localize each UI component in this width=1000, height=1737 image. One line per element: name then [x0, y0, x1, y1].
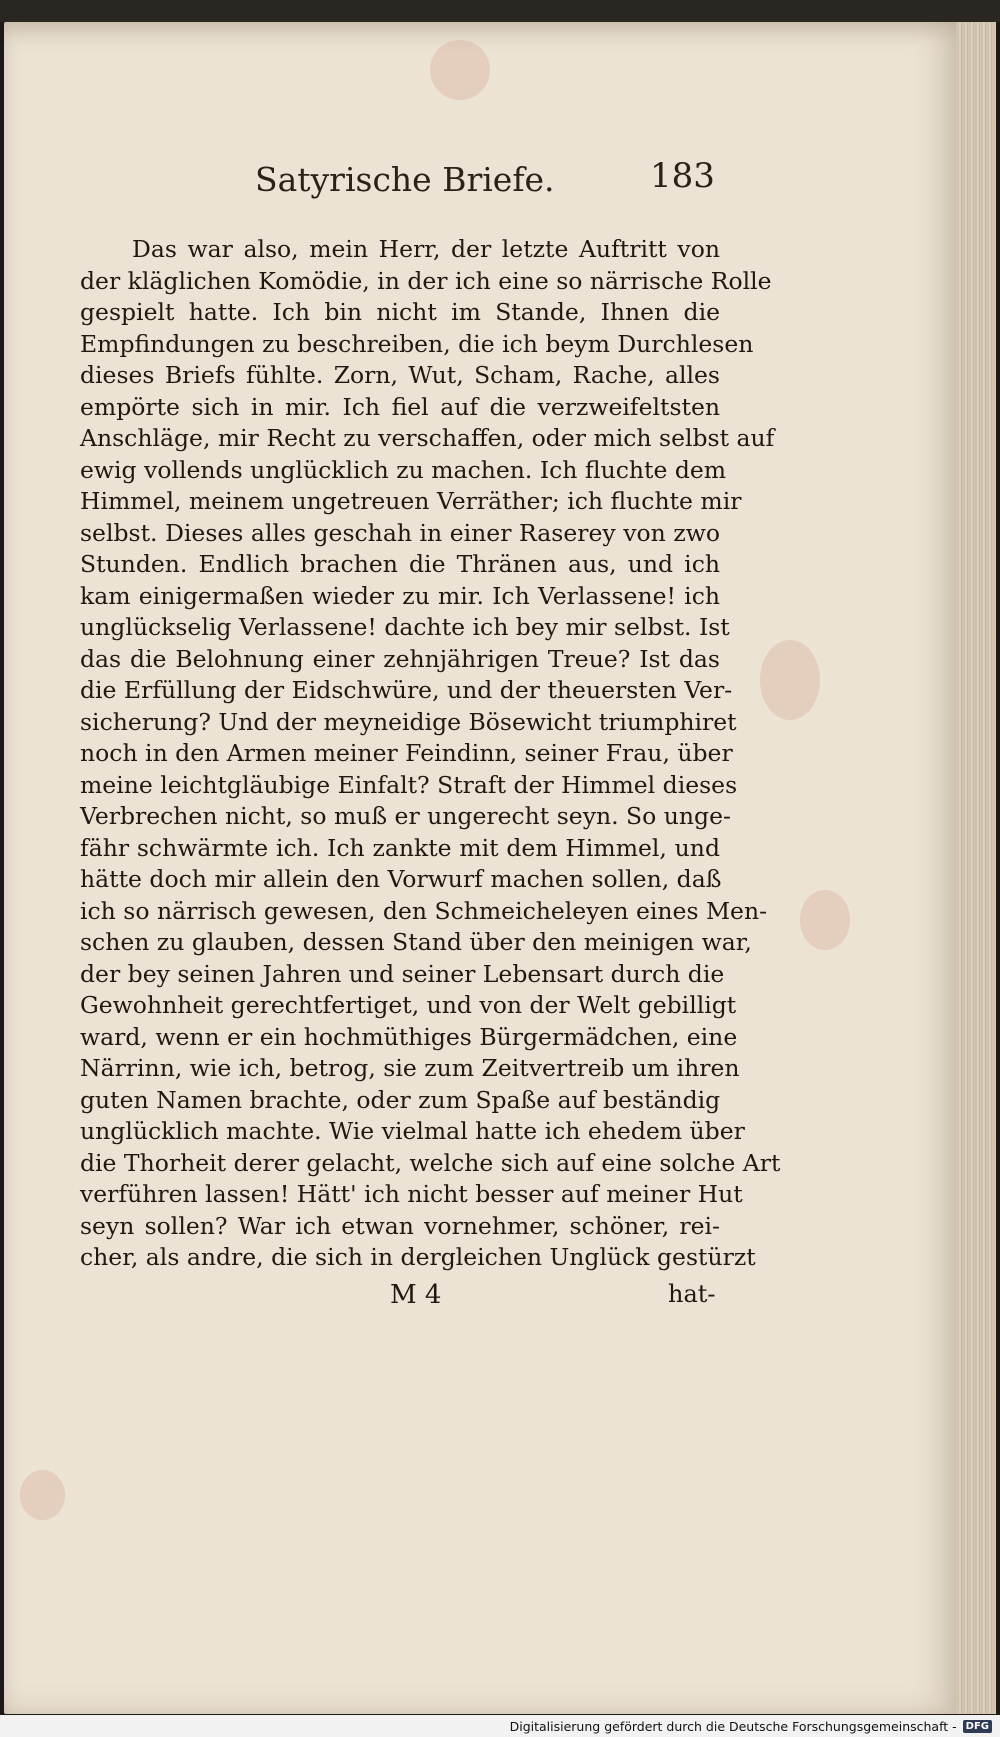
text-line: die Erfüllung der Eidschwüre, und der theuersten Ver- [80, 676, 733, 704]
footer-credit: Digitalisierung gefördert durch die Deutsche Forschungsgemeinschaft - [509, 1718, 957, 1734]
text-line: die Thorheit derer gelacht, welche sich auf eine solche Art [80, 1148, 781, 1177]
text-line: Stunden. Endlich brachen die Thränen aus, und ich [80, 550, 720, 578]
digitization-footer [0, 1715, 1000, 1737]
text-line: ich so närrisch gewesen, den Schmeicheleyen eines Men- [80, 896, 768, 925]
text-line: meine leichtgläubige Einfalt? Straft der Himmel dieses [80, 770, 738, 799]
text-line: schen zu glauben, dessen Stand über den meinigen war, [80, 928, 752, 956]
text-line: unglückselig Verlassene! dachte ich bey mir selbst. Ist [80, 613, 730, 641]
text-line: unglücklich machte. Wie vielmal hatte ich ehedem über [80, 1117, 745, 1145]
text-line: hätte doch mir allein den Vorwurf machen sollen, daß [80, 865, 722, 893]
text-line: Verbrechen nicht, so muß er ungerecht seyn. So unge- [80, 802, 731, 830]
text-line: sicherung? Und der meyneidige Bösewicht triumphiret [80, 707, 737, 736]
signature-mark: M 4 [390, 1280, 442, 1310]
text-line: ewig vollends unglücklich zu machen. Ich fluchte dem [80, 455, 727, 484]
text-line: seyn sollen? War ich etwan vornehmer, schöner, rei- [80, 1211, 720, 1240]
text-line: verführen lassen! Hätt' ich nicht besser auf meiner Hut [80, 1180, 743, 1208]
text-line: ward, wenn er ein hochmüthiges Bürgermädchen, eine [80, 1022, 738, 1051]
text-line: Himmel, meinem ungetreuen Verräther; ich fluchte mir [80, 487, 742, 515]
text-line: Närrinn, wie ich, betrog, sie zum Zeitvertreib um ihren [80, 1054, 740, 1082]
text-line: kam einigermaßen wieder zu mir. Ich Verlassene! ich [80, 581, 720, 610]
text-line: der kläglichen Komödie, in der ich eine so närrische Rolle [80, 266, 772, 295]
text-line: gespielt hatte. Ich bin nicht im Stande, Ihnen die [80, 298, 720, 326]
scan-top-border [0, 0, 1000, 22]
text-line: fähr schwärmte ich. Ich zankte mit dem Himmel, und [80, 833, 720, 862]
text-line: selbst. Dieses alles geschah in einer Raserey von zwo [80, 518, 720, 547]
dfg-logo-icon: DFG [963, 1720, 992, 1733]
running-title: Satyrische Briefe. [255, 160, 555, 199]
foxing-stain [20, 1470, 65, 1520]
text-line: der bey seinen Jahren und seiner Lebensart durch die [80, 959, 725, 988]
text-line: cher, als andre, die sich in dergleichen Unglück gestürzt [80, 1243, 756, 1271]
foxing-stain [430, 40, 490, 100]
page-edges [956, 22, 996, 1714]
text-line: Anschläge, mir Recht zu verschaffen, oder mich selbst auf [80, 424, 775, 452]
text-line: das die Belohnung einer zehnjährigen Treue? Ist das [80, 644, 720, 673]
text-line: Das war also, mein Herr, der letzte Auftritt von [132, 235, 720, 263]
foxing-stain [760, 640, 820, 720]
body-text [80, 234, 781, 1274]
text-line: guten Namen brachte, oder zum Spaße auf beständig [80, 1085, 721, 1114]
text-line: noch in den Armen meiner Feindinn, seiner Frau, über [80, 739, 733, 767]
text-line: dieses Briefs fühlte. Zorn, Wut, Scham, Rache, alles [80, 361, 720, 389]
text-line: empörte sich in mir. Ich fiel auf die verzweifeltsten [80, 392, 720, 421]
text-line: Empfindungen zu beschreiben, die ich beym Durchlesen [80, 329, 754, 358]
page-number: 183 [650, 156, 715, 196]
catchword: hat- [668, 1280, 716, 1308]
foxing-stain [800, 890, 850, 950]
text-line: Gewohnheit gerechtfertiget, und von der Welt gebilligt [80, 991, 737, 1019]
